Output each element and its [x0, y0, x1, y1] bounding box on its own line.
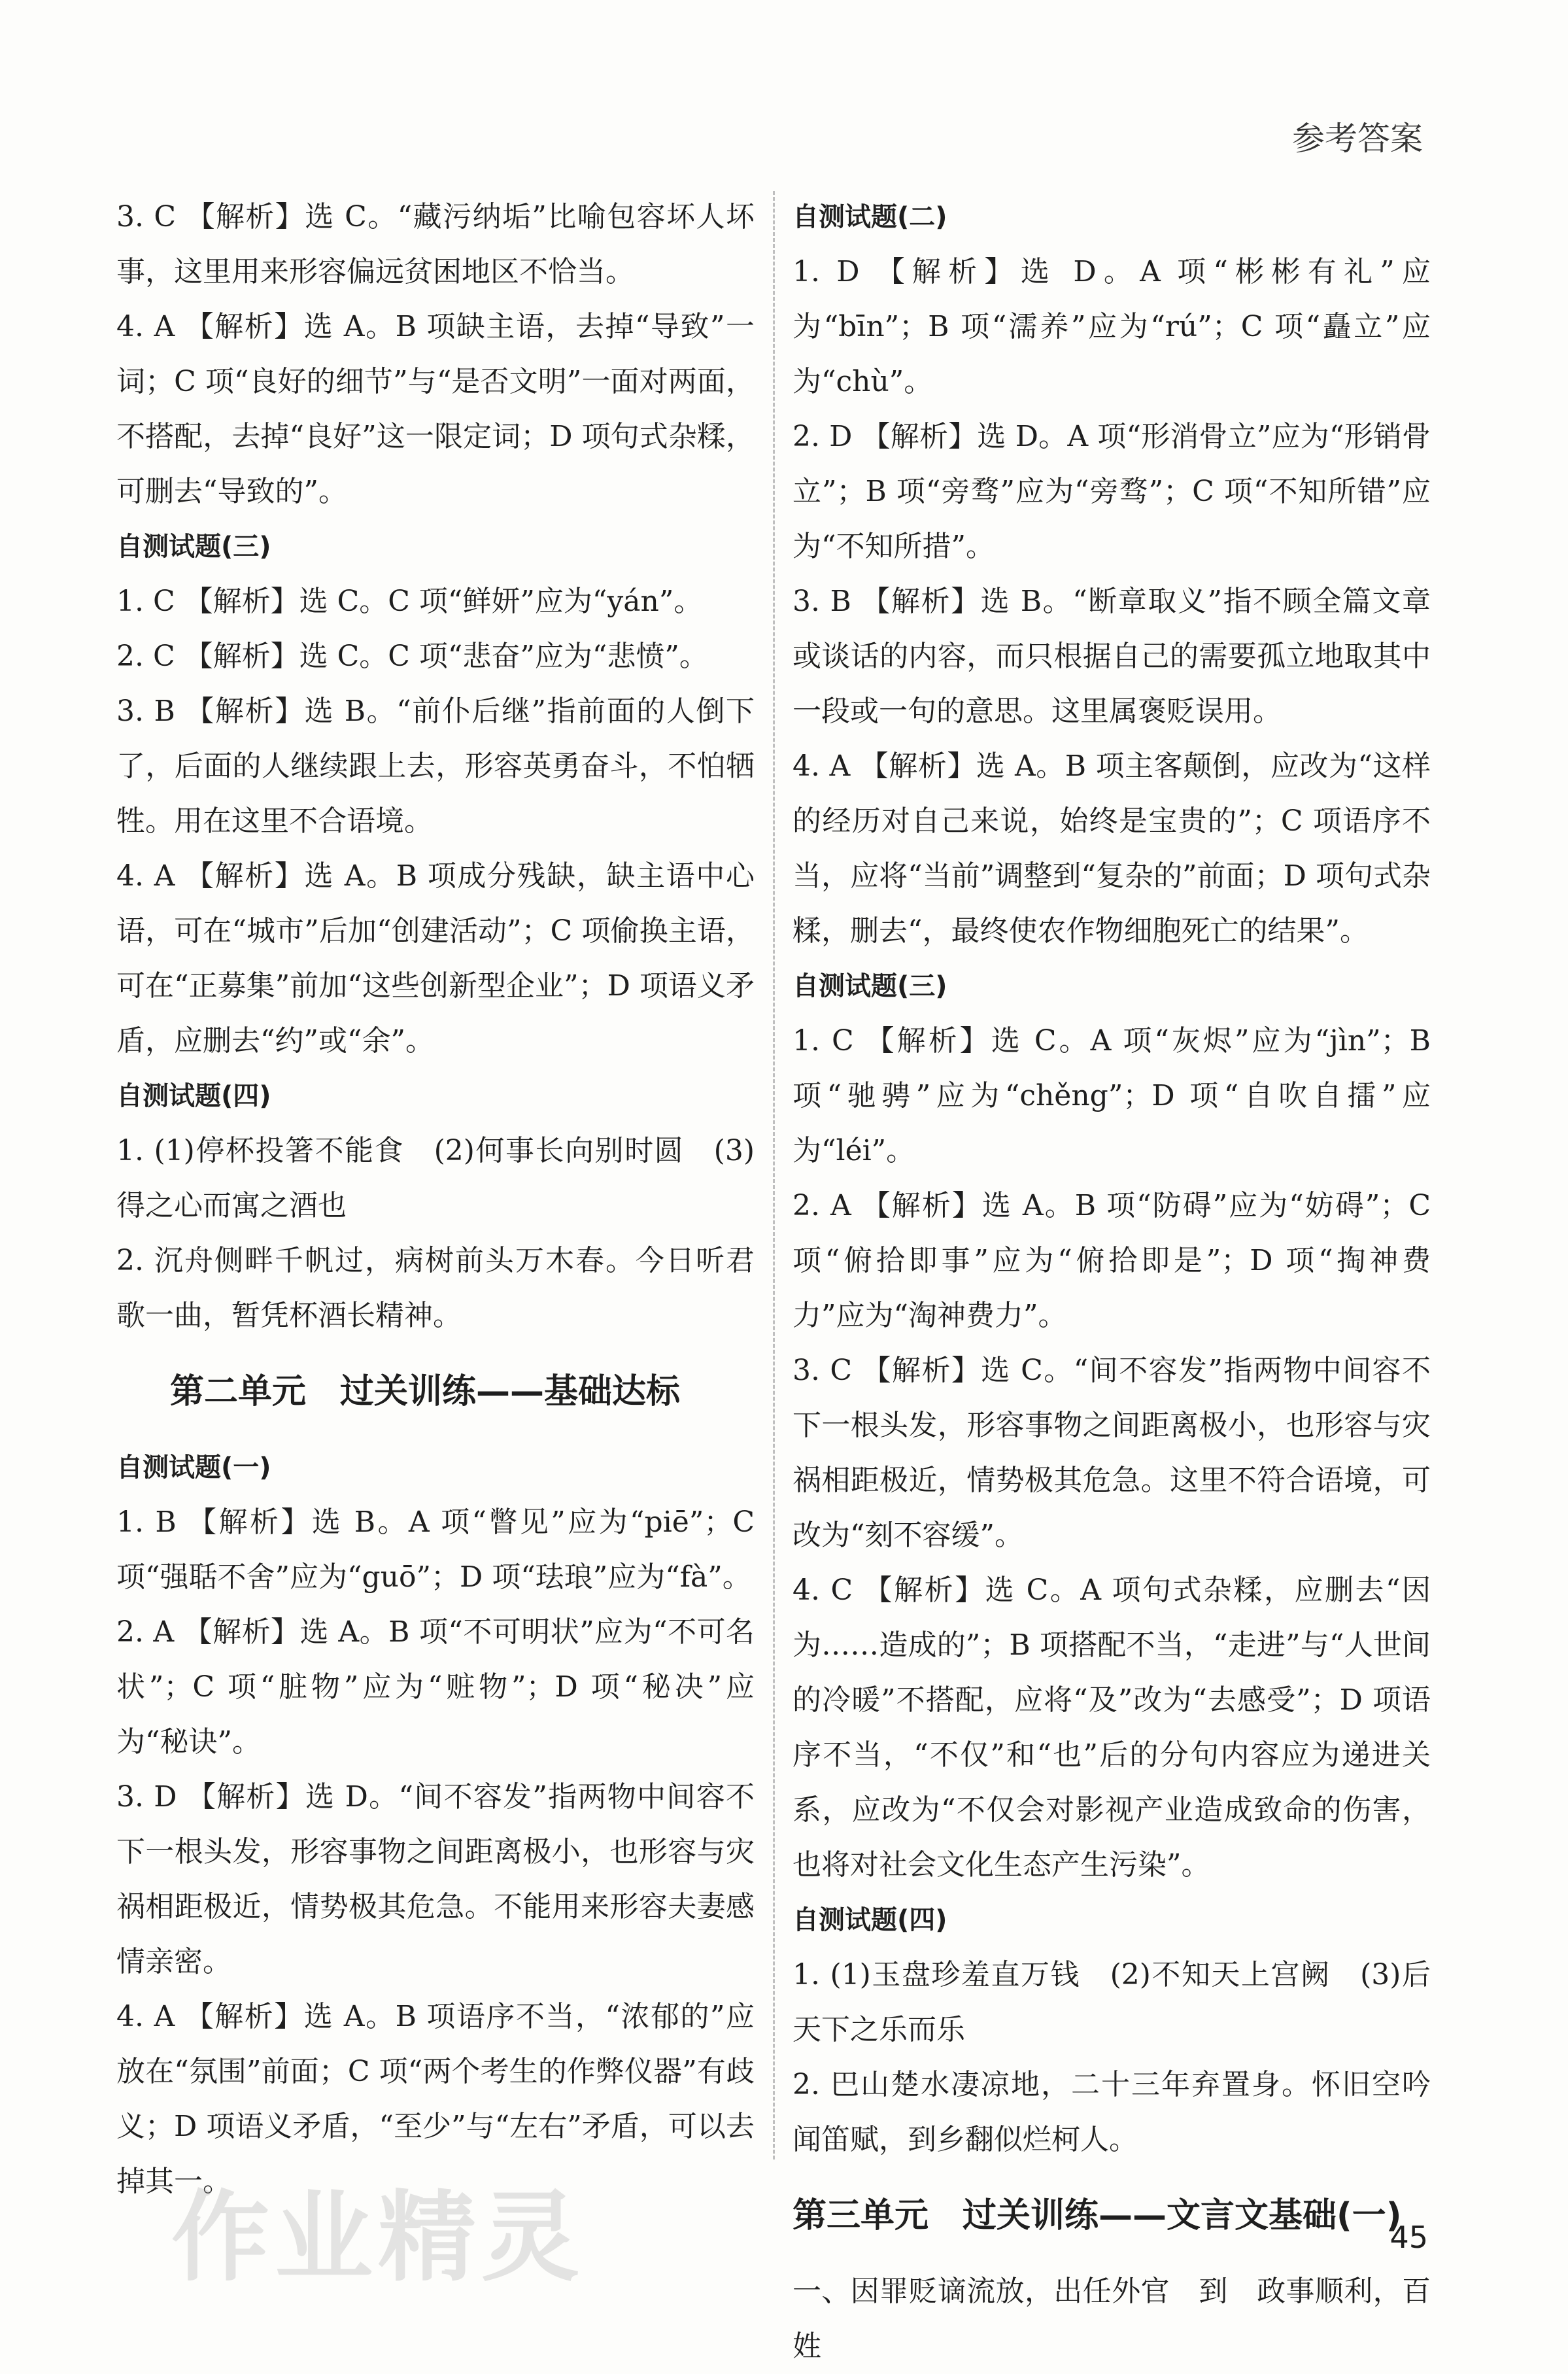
answer-paragraph: 3. B 【解析】选 B。“断章取义”指不顾全篇文章或谈话的内容，而只根据自己的需要孤立地取其中一段或一句的意思。这里属褒贬误用。: [793, 585, 1431, 728]
answer-paragraph: 2. 巴山楚水凄凉地，二十三年弃置身。怀旧空吟闻笛赋，到乡翻似烂柯人。: [793, 2068, 1431, 2156]
answer-paragraph: 1. B 【解析】选 B。A 项“瞥见”应为“piē”；C 项“强聒不舍”应为“guō”；D 项“珐琅”应为“fà”。: [116, 1505, 755, 1594]
answer-paragraph: 2. A 【解析】选 A。B 项“不可明状”应为“不可名状”；C 项“脏物”应为“赃物”；D 项“秘决”应为“秘诀”。: [116, 1615, 755, 1759]
answer-paragraph: 4. A 【解析】选 A。B 项缺主语，去掉“导致”一词；C 项“良好的细节”与“是否文明”一面对两面，不搭配，去掉“良好”这一限定词；D 项句式杂糅，可删去“导致的”。: [116, 310, 755, 508]
answer-paragraph: 3. C 【解析】选 C。“藏污纳垢”比喻包容坏人坏事，这里用来形容偏远贫困地区不恰当。: [116, 200, 755, 288]
answer-paragraph: 4. A 【解析】选 A。B 项成分残缺，缺主语中心语，可在“城市”后加“创建活动”；C 项偷换主语，可在“正募集”前加“这些创新型企业”；D 项语义矛盾，应删去“约”或“余”。: [116, 859, 755, 1058]
answer-paragraph: 2. C 【解析】选 C。C 项“悲奋”应为“悲愤”。: [116, 640, 708, 673]
answer-paragraph: 1. D 【解析】选 D。A 项“彬彬有礼”应为“bīn”；B 项“濡养”应为“rú”；C 项“矗立”应为“chù”。: [793, 255, 1431, 398]
answer-paragraph: 1. C 【解析】选 C。A 项“灰烬”应为“jìn”；B 项“驰骋”应为“chěng”；D 项“自吹自擂”应为“léi”。: [793, 1024, 1431, 1167]
answer-paragraph: 2. A 【解析】选 A。B 项“防碍”应为“妨碍”；C 项“俯拾即事”应为“俯拾即是”；D 项“掏神费力”应为“淘神费力”。: [793, 1189, 1431, 1332]
answer-paragraph: 2. 沉舟侧畔千帆过，病树前头万木春。今日听君歌一曲，暂凭杯酒长精神。: [116, 1244, 755, 1332]
unit-title: 第三单元 过关训练——文言文基础(一): [793, 2196, 1402, 2235]
answer-paragraph: 3. D 【解析】选 D。“间不容发”指两物中间容不下一根头发，形容事物之间距离极小，也形容与灾祸相距极近，情势极其危急。不能用来形容夫妻感情亲密。: [116, 1780, 755, 1978]
answer-paragraph: 一、因罪贬谪流放，出任外官 到 政事顺利，百姓: [793, 2275, 1431, 2363]
page-number: 45: [1389, 2220, 1428, 2255]
answer-paragraph: 1. C 【解析】选 C。C 项“鲜妍”应为“yán”。: [116, 585, 703, 618]
answer-paragraph: 1. (1)玉盘珍羞直万钱 (2)不知天上宫阙 (3)后天下之乐而乐: [793, 1958, 1431, 2046]
answer-paragraph: 4. A 【解析】选 A。B 项语序不当，“浓郁的”应放在“氛围”前面；C 项“两个考生的作弊仪器”有歧义；D 项语义矛盾，“至少”与“左右”矛盾，可以去掉其一。: [116, 2000, 755, 2198]
answer-paragraph: 4. C 【解析】选 C。A 项句式杂糅，应删去“因为……造成的”；B 项搭配不当，“走进”与“人世间的冷暖”不搭配，应将“及”改为“去感受”；D 项语序不当，“不仅”和“也”后的分句内容应为递进关系，应改为“不仅会对影视产业造成致命的伤害，也将对社会文化生态产生污染”。: [793, 1574, 1431, 1882]
watermark-logo: 作业精灵: [171, 2181, 585, 2295]
section-heading: 自测试题(三): [116, 532, 271, 562]
section-heading: 自测试题(四): [116, 1081, 271, 1111]
section-heading: 自测试题(三): [793, 971, 947, 1001]
answer-paragraph: 3. B 【解析】选 B。“前仆后继”指前面的人倒下了，后面的人继续跟上去，形容英勇奋斗，不怕牺牲。用在这里不合语境。: [116, 695, 755, 838]
section-heading: 自测试题(一): [116, 1453, 271, 1483]
section-heading: 自测试题(二): [793, 202, 947, 232]
section-heading: 自测试题(四): [793, 1905, 947, 1935]
answer-paragraph: 2. D 【解析】选 D。A 项“形消骨立”应为“形销骨立”；B 项“旁骛”应为“旁骛”；C 项“不知所错”应为“不知所措”。: [793, 420, 1431, 563]
answer-paragraph: 3. C 【解析】选 C。“间不容发”指两物中间容不下一根头发，形容事物之间距离极小，也形容与灾祸相距极近，情势极其危急。这里不符合语境，可改为“刻不容缓”。: [793, 1354, 1431, 1552]
right-column: [793, 190, 1431, 2374]
left-column: [116, 190, 755, 2209]
answer-paragraph: 1. (1)停杯投箸不能食 (2)何事长向别时圆 (3)得之心而寓之酒也: [116, 1134, 755, 1222]
column-divider: [773, 191, 775, 2159]
page-header: 参考答案: [1292, 120, 1423, 158]
answer-paragraph: 4. A 【解析】选 A。B 项主客颠倒，应改为“这样的经历对自己来说，始终是宝贵的”；C 项语序不当，应将“当前”调整到“复杂的”前面；D 项句式杂糅，删去“，最终使农作物细胞死亡的结果”。: [793, 749, 1431, 948]
unit-title: 第二单元 过关训练——基础达标: [170, 1372, 681, 1411]
